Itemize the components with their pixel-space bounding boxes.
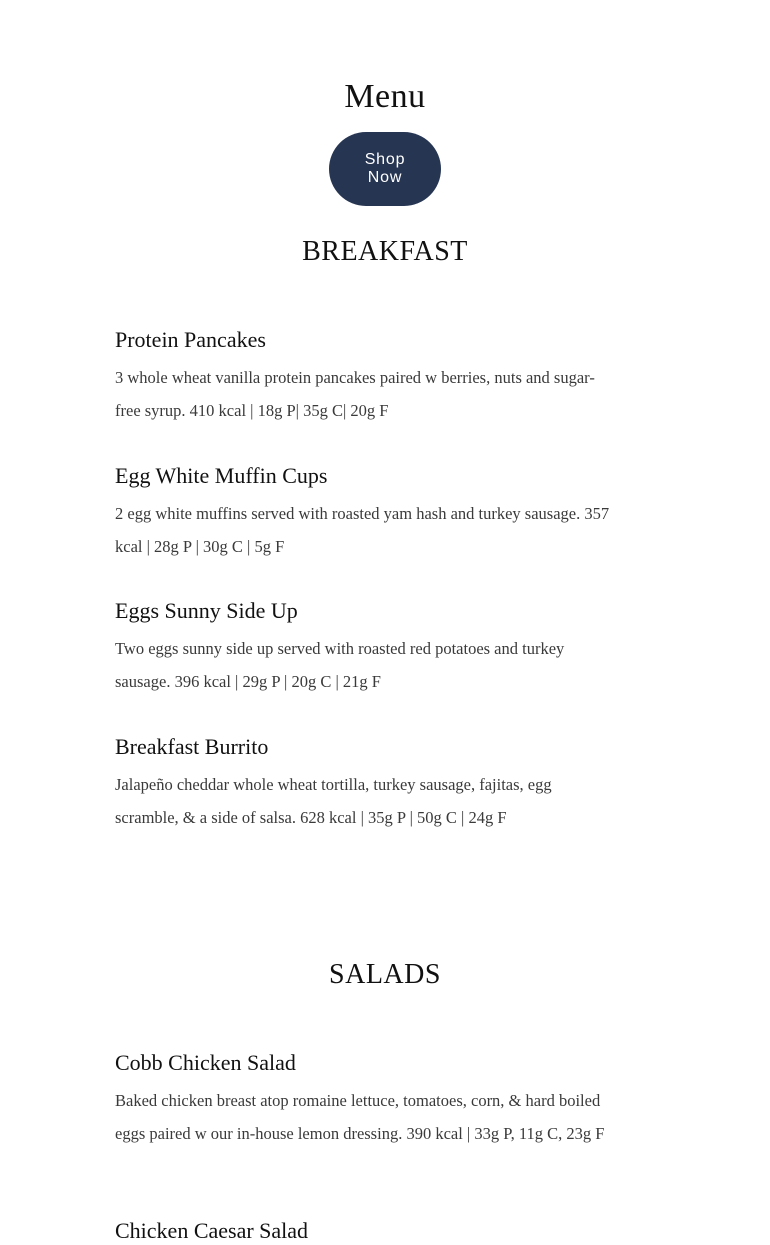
menu-item-name: Chicken Caesar Salad xyxy=(115,1218,309,1243)
menu-item-name: Egg White Muffin Cups xyxy=(115,463,328,488)
menu-item-description: 2 egg white muffins served with roasted yam hash and turkey sausage. 357 kcal | 28g P | 30g C | 5g F xyxy=(115,504,610,556)
menu-item-name: Breakfast Burrito xyxy=(115,734,269,759)
menu-item-description: Jalapeño cheddar whole wheat tortilla, turkey sausage, fajitas, egg scramble, & a side of salsa. 628 kcal | 35g P | 50g C | 24g F xyxy=(115,775,552,827)
menu-item-name: Eggs Sunny Side Up xyxy=(115,598,298,623)
menu-item-description: Two eggs sunny side up served with roasted red potatoes and turkey sausage. 396 kcal | 29g P | 20g C | 21g F xyxy=(115,639,565,691)
page-title: Menu xyxy=(344,78,426,115)
menu-item-description: 3 whole wheat vanilla protein pancakes paired w berries, nuts and sugar-free syrup. 410 kcal | 18g P| 35g C| 20g F xyxy=(115,368,595,420)
section-heading-salads: SALADS xyxy=(329,959,441,990)
menu-item-description: Baked chicken breast atop romaine lettuce, tomatoes, corn, & hard boiled eggs paired w our in-house lemon dressing. 390 kcal | 33g P, 11g C, 23g F xyxy=(115,1091,605,1143)
menu-item-egg-white-muffin-cups xyxy=(115,462,615,563)
menu-item-protein-pancakes xyxy=(115,326,615,427)
menu-item-chicken-caesar-salad xyxy=(115,1217,615,1245)
menu-item-eggs-sunny-side-up xyxy=(115,597,615,698)
menu-item-breakfast-burrito xyxy=(115,733,615,834)
menu-item-name: Cobb Chicken Salad xyxy=(115,1050,296,1075)
menu-item-cobb-chicken-salad xyxy=(115,1049,615,1150)
menu-item-name: Protein Pancakes xyxy=(115,327,266,352)
section-heading-breakfast: BREAKFAST xyxy=(302,236,468,267)
shop-now-button[interactable]: Shop Now xyxy=(329,132,441,206)
